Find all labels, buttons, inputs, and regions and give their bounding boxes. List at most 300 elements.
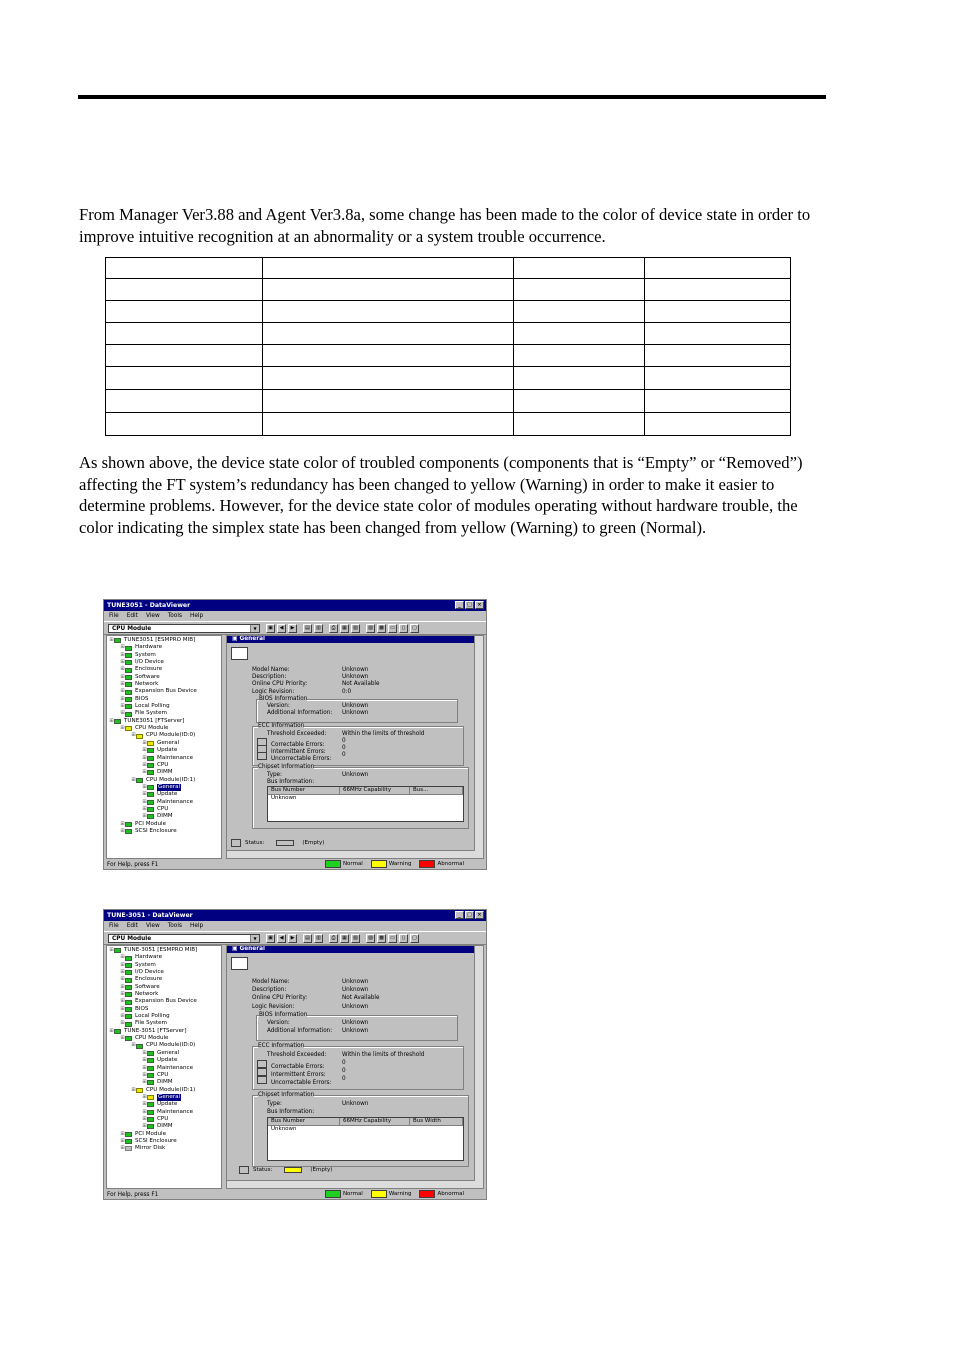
menu-item-tools[interactable]: Tools	[167, 613, 182, 619]
expand-icon[interactable]: ⊞	[120, 820, 125, 827]
status-row	[231, 839, 481, 847]
expand-icon[interactable]: ⊞	[142, 769, 147, 776]
state-legend	[325, 1190, 470, 1198]
device-state-icon	[125, 985, 132, 990]
tree-item[interactable]	[107, 962, 221, 969]
tree-item[interactable]	[107, 740, 221, 747]
expand-icon[interactable]: ⊞	[120, 1145, 125, 1152]
expand-icon[interactable]: ⊞	[120, 954, 125, 961]
state-table-cell	[514, 258, 645, 279]
expand-icon[interactable]: ⊞	[120, 1130, 125, 1137]
tree-item[interactable]	[107, 725, 221, 732]
tree-item[interactable]	[107, 674, 221, 681]
state-table-cell	[514, 279, 645, 301]
toolbar-button-icon[interactable]: ▨	[366, 934, 375, 943]
device-state-icon	[114, 1029, 121, 1034]
expand-icon[interactable]: ⊞	[120, 1005, 125, 1012]
field-value: 0:0	[342, 688, 352, 695]
toolbar-button-icon[interactable]: ⎙	[329, 934, 338, 943]
expand-icon[interactable]: ⊞	[142, 739, 147, 746]
tree-item-label: Update	[157, 747, 178, 754]
tree-item-label: Maintenance	[157, 798, 194, 805]
tree-item[interactable]	[107, 777, 221, 784]
device-state-icon	[125, 690, 132, 695]
menu-item-file[interactable]: File	[109, 613, 119, 619]
close-button[interactable]: ×	[475, 911, 484, 919]
bus-column-header[interactable]: Bus Number	[268, 1118, 340, 1125]
toolbar-button-icon[interactable]: ▣	[266, 934, 275, 943]
tree-item[interactable]	[107, 732, 221, 739]
tree-item[interactable]	[107, 1042, 221, 1049]
expand-icon[interactable]: ⊞	[131, 1042, 136, 1049]
toolbar-button-icon[interactable]: ▨	[366, 624, 375, 633]
menu-item-help[interactable]: Help	[189, 923, 204, 929]
device-state-icon	[125, 1146, 132, 1151]
toolbar-button-icon[interactable]: ▥	[314, 934, 323, 943]
window-controls	[455, 911, 484, 919]
tree-item[interactable]	[107, 747, 221, 754]
field-label: Threshold Exceeded:	[267, 1051, 327, 1058]
state-table-row	[106, 345, 791, 367]
expand-icon[interactable]: ⊞	[142, 1123, 147, 1130]
toolbar-button-icon[interactable]: ◀	[277, 934, 286, 943]
field-label: Additional Information:	[267, 710, 333, 717]
expand-icon[interactable]: ⊞	[142, 754, 147, 761]
tree-item[interactable]	[107, 791, 221, 798]
field-value: Not Available	[342, 681, 380, 688]
expand-icon[interactable]: ⊞	[120, 651, 125, 658]
toolbar-button-icon[interactable]: ▦	[340, 624, 349, 633]
expand-icon[interactable]: ⊞	[109, 637, 114, 643]
expand-icon[interactable]: ⊞	[120, 1020, 125, 1027]
field-label: Intermittent Errors:	[257, 745, 326, 755]
tree-item-label: Maintenance	[157, 1064, 194, 1071]
state-table-cell	[106, 367, 263, 390]
tree-item[interactable]	[107, 1087, 221, 1094]
menu-item-tools[interactable]: Tools	[167, 923, 182, 929]
tree-item[interactable]	[107, 1006, 221, 1013]
toolbar-button-icon[interactable]: ▶	[288, 624, 297, 633]
toolbar-button-icon[interactable]: ▩	[377, 624, 386, 633]
horizontal-scrollbar[interactable]	[227, 850, 475, 858]
expand-icon[interactable]: ⊞	[142, 791, 147, 798]
tree-item-label: CPU Module	[135, 1035, 169, 1042]
expand-icon[interactable]: ⊞	[131, 776, 136, 783]
field-value: 0	[342, 745, 346, 751]
field-value: Unknown	[342, 1020, 369, 1026]
expand-icon[interactable]: ⊞	[142, 805, 147, 812]
toolbar-button-icon[interactable]: ▭	[388, 934, 397, 943]
expand-icon[interactable]: ⊞	[142, 1064, 147, 1071]
tree-item-label: TUNE3051 [FTServer]	[124, 717, 185, 724]
device-state-icon	[125, 978, 132, 983]
state-table-cell	[645, 323, 791, 345]
state-color-table	[105, 257, 791, 436]
chipset-group-label: Chipset Information	[258, 1092, 315, 1099]
tree-item[interactable]	[107, 644, 221, 651]
tree-item[interactable]	[107, 998, 221, 1005]
tree-item[interactable]	[107, 984, 221, 991]
maximize-button[interactable]: □	[465, 911, 474, 919]
tree-item-label: CPU	[157, 761, 169, 768]
status-color-box	[276, 840, 294, 846]
field-value: Unknown	[342, 1100, 369, 1107]
detail-pane	[226, 945, 484, 1189]
state-table-cell	[263, 258, 514, 279]
expand-icon[interactable]: ⊞	[120, 695, 125, 702]
device-state-icon	[147, 748, 154, 753]
tree-item-label: System	[135, 651, 156, 658]
expand-icon[interactable]: ⊞	[120, 659, 125, 666]
state-table-cell	[106, 279, 263, 301]
device-state-icon	[125, 970, 132, 975]
menu-item-edit[interactable]: Edit	[126, 923, 138, 929]
tree-item[interactable]	[107, 1131, 221, 1138]
toolbar-button-icon[interactable]: ▶	[288, 934, 297, 943]
legend-label: Warning	[388, 1191, 412, 1197]
expand-icon[interactable]: ⊞	[120, 983, 125, 990]
tree-item[interactable]	[107, 1079, 221, 1086]
device-state-icon	[125, 1007, 132, 1012]
menu-item-view[interactable]: View	[145, 923, 160, 929]
tree-item-label: Software	[135, 673, 160, 680]
state-table-cell	[645, 279, 791, 301]
expand-icon[interactable]: ⊞	[120, 725, 125, 732]
tree-item[interactable]	[107, 991, 221, 998]
help-text: For Help, press F1	[107, 1192, 159, 1198]
toolbar-button-icon[interactable]: ▭	[388, 624, 397, 633]
bios-group-label: BIOS Information	[259, 695, 308, 702]
toolbar-button-icon[interactable]: ▩	[377, 934, 386, 943]
device-state-icon	[147, 1102, 154, 1107]
toolbar	[104, 621, 486, 635]
tree-item[interactable]	[107, 947, 221, 954]
bus-list-row[interactable]: Unknown	[271, 795, 297, 801]
toolbar-button-icon[interactable]: ▯	[399, 934, 408, 943]
tree-item[interactable]	[107, 813, 221, 820]
tree-item-label: Mirror Disk	[135, 1145, 166, 1152]
tree-item[interactable]	[107, 1057, 221, 1064]
expand-icon[interactable]: ⊞	[120, 673, 125, 680]
status-label: Status:	[253, 1167, 273, 1173]
state-table-cell	[263, 367, 514, 390]
field-label: Type:	[267, 771, 282, 778]
tree-item[interactable]	[107, 1094, 221, 1101]
device-state-icon	[125, 1022, 132, 1027]
minimize-button[interactable]: _	[455, 911, 464, 919]
tree-item[interactable]	[107, 718, 221, 725]
toolbar-button-icon[interactable]: ▤	[303, 624, 312, 633]
expand-icon[interactable]: ⊞	[120, 976, 125, 983]
module-combo[interactable]	[108, 624, 260, 633]
toolbar-button-icon[interactable]: ▤	[303, 934, 312, 943]
tree-item[interactable]	[107, 652, 221, 659]
toolbar-button-icon[interactable]: ⎙	[329, 624, 338, 633]
field-value: 0	[342, 1068, 346, 1074]
expand-icon[interactable]: ⊞	[120, 827, 125, 834]
menu-item-help[interactable]: Help	[189, 613, 204, 619]
tree-item-label: Update	[157, 1057, 178, 1064]
tree-item[interactable]	[107, 666, 221, 673]
expand-icon[interactable]: ⊞	[142, 1057, 147, 1064]
expand-icon[interactable]: ⊞	[131, 1086, 136, 1093]
device-state-icon	[125, 963, 132, 968]
field-label: Online CPU Priority:	[252, 681, 308, 688]
tree-item[interactable]	[107, 1020, 221, 1027]
tree-item-label: General	[157, 1049, 180, 1056]
tree-item[interactable]	[107, 1109, 221, 1116]
state-table-cell	[645, 258, 791, 279]
expand-icon[interactable]: ⊞	[142, 1049, 147, 1056]
state-table-cell	[514, 345, 645, 367]
menu-item-file[interactable]: File	[109, 923, 119, 929]
tree-item[interactable]	[107, 969, 221, 976]
title-bar	[104, 600, 486, 611]
tree-item-label: TUNE-3051 [ESMPRO MIB]	[124, 947, 198, 953]
expand-icon[interactable]: ⊞	[142, 783, 147, 790]
tree-item-label: General	[158, 1093, 181, 1100]
expand-icon[interactable]: ⊞	[120, 1137, 125, 1144]
error-counter-icon	[257, 752, 267, 760]
error-counter-icon	[257, 1068, 267, 1076]
tree-item[interactable]	[107, 1145, 221, 1152]
expand-icon[interactable]: ⊞	[142, 1093, 147, 1100]
device-state-icon	[147, 1080, 154, 1085]
module-combo[interactable]	[108, 934, 260, 943]
device-state-icon	[125, 992, 132, 997]
menu-item-edit[interactable]: Edit	[126, 613, 138, 619]
field-value: Unknown	[342, 987, 369, 994]
tree-item-label: TUNE3051 [ESMPRO MIB]	[124, 637, 196, 643]
state-table-row	[106, 413, 791, 436]
tree-item[interactable]	[107, 1013, 221, 1020]
expand-icon[interactable]: ⊞	[120, 998, 125, 1005]
device-state-icon	[147, 1051, 154, 1056]
state-table-cell	[106, 345, 263, 367]
field-value: 0	[342, 1076, 346, 1083]
tree-item[interactable]	[107, 762, 221, 769]
tree-item[interactable]	[107, 1116, 221, 1123]
device-state-icon	[125, 956, 132, 961]
device-state-icon	[125, 668, 132, 673]
field-label: Version:	[267, 1020, 290, 1026]
field-label: Logic Revision:	[252, 688, 295, 695]
tree-item[interactable]	[107, 659, 221, 666]
state-table-cell	[645, 390, 791, 413]
vertical-scrollbar[interactable]	[474, 946, 483, 1188]
tree-item-label: General	[158, 783, 181, 790]
bus-list[interactable]	[267, 1117, 464, 1161]
field-value: 0	[342, 737, 346, 744]
error-counter-icon	[257, 1076, 267, 1084]
tree-item[interactable]	[107, 1050, 221, 1057]
device-state-icon	[147, 792, 154, 797]
expand-icon[interactable]: ⊞	[142, 813, 147, 820]
chipset-group-label: Chipset Information	[258, 764, 315, 771]
state-table-cell	[263, 390, 514, 413]
tree-item[interactable]	[107, 696, 221, 703]
device-state-icon	[114, 948, 121, 953]
tree-item-label: PCI Module	[135, 1130, 167, 1137]
field-label: Type:	[267, 1100, 282, 1107]
general-icon	[231, 957, 248, 970]
legend-label: Abnormal	[437, 1191, 464, 1197]
bus-column-header[interactable]: Bus Number	[268, 787, 340, 794]
tree-item[interactable]	[107, 710, 221, 717]
toolbar-button-icon[interactable]: ▢	[410, 624, 419, 633]
tree-item-label: Local Polling	[135, 703, 170, 710]
pane-title: ▣ General	[227, 946, 483, 953]
toolbar-button-icon[interactable]: ▢	[410, 934, 419, 943]
intro-paragraph: From Manager Ver3.88 and Agent Ver3.8a, some change has been made to the color of device state in order to improve intuitive recognition at an abnormality or a system trouble occurrence.	[79, 205, 811, 246]
state-table-cell	[106, 323, 263, 345]
expand-icon[interactable]: ⊞	[120, 961, 125, 968]
expand-icon[interactable]: ⊞	[142, 1079, 147, 1086]
tree-item[interactable]	[107, 1101, 221, 1108]
tree-item[interactable]	[107, 784, 221, 791]
bus-column-header[interactable]: Bus...	[410, 787, 463, 794]
bus-column-header[interactable]: 66MHz Capability	[340, 1118, 410, 1125]
toolbar-button-icon[interactable]: ▧	[351, 934, 360, 943]
field-value: 0	[342, 1059, 346, 1066]
toolbar-button-icon[interactable]: ◀	[277, 624, 286, 633]
expand-icon[interactable]: ⊞	[120, 703, 125, 710]
tree-item[interactable]	[107, 637, 221, 644]
chevron-down-icon[interactable]: ▼	[250, 625, 259, 632]
tree-item[interactable]	[107, 703, 221, 710]
expand-icon[interactable]: ⊞	[120, 666, 125, 673]
tree-item[interactable]	[107, 1035, 221, 1042]
close-button[interactable]: ×	[475, 601, 484, 609]
toolbar-button-icon[interactable]: ▥	[314, 624, 323, 633]
state-legend	[325, 860, 470, 868]
field-value: Unknown	[342, 667, 369, 673]
field-value: Unknown	[342, 1028, 369, 1035]
tree-item[interactable]	[107, 1123, 221, 1130]
device-state-icon	[147, 756, 154, 761]
expand-icon[interactable]: ⊞	[142, 1108, 147, 1115]
legend-label: Warning	[388, 861, 412, 867]
tree-item-label: CPU	[157, 1115, 169, 1122]
expand-icon[interactable]: ⊞	[120, 644, 125, 651]
expand-icon[interactable]: ⊞	[120, 969, 125, 976]
field-label: Online CPU Priority:	[252, 995, 308, 1002]
tree-item-label: SCSI Enclosure	[135, 827, 177, 834]
bus-list[interactable]	[267, 786, 464, 822]
field-label: Correctable Errors:	[257, 1060, 324, 1070]
legend-label: Abnormal	[437, 861, 464, 867]
minimize-button[interactable]: _	[455, 601, 464, 609]
state-table-cell	[514, 323, 645, 345]
tree-view[interactable]	[106, 945, 222, 1189]
state-table-row	[106, 301, 791, 323]
expand-icon[interactable]: ⊞	[142, 747, 147, 754]
tree-item[interactable]	[107, 681, 221, 688]
horizontal-scrollbar[interactable]	[227, 1180, 475, 1188]
legend-swatch	[325, 860, 341, 868]
expand-icon[interactable]: ⊞	[142, 761, 147, 768]
tree-item-label: CPU	[157, 1071, 169, 1078]
expand-icon[interactable]: ⊞	[109, 1027, 114, 1034]
toolbar-button-icon[interactable]: ▦	[340, 934, 349, 943]
tree-item[interactable]	[107, 769, 221, 776]
tree-item[interactable]	[107, 1065, 221, 1072]
field-label: Model Name:	[252, 979, 290, 985]
bus-column-header[interactable]: Bus Width	[410, 1118, 463, 1125]
expand-icon[interactable]: ⊞	[109, 947, 114, 953]
window-title: TUNE-3051 - DataViewer	[107, 912, 193, 919]
device-state-icon	[147, 785, 154, 790]
tree-item[interactable]	[107, 828, 221, 835]
bus-list-row[interactable]: Unknown	[271, 1126, 297, 1132]
window-title: TUNE3051 - DataViewer	[107, 602, 191, 609]
explanation-paragraph: As shown above, the device state color of troubled components (components that is “Empty” or “Removed”) affecting the FT system’s redundancy has been changed to yellow (Warning) in order to make it easier to determine problems. However, for the device state color of modules operating without hardware trouble, the color indicating the simplex state has been changed from yellow (Warning) to green (Normal).	[79, 453, 803, 537]
toolbar-button-icon[interactable]: ▯	[399, 624, 408, 633]
state-table-cell	[514, 301, 645, 323]
expand-icon[interactable]: ⊞	[142, 1071, 147, 1078]
vertical-scrollbar[interactable]	[474, 636, 483, 858]
menu-item-view[interactable]: View	[145, 613, 160, 619]
expand-icon[interactable]: ⊞	[120, 710, 125, 717]
state-table-row	[106, 323, 791, 345]
tree-item[interactable]	[107, 976, 221, 983]
expand-icon[interactable]: ⊞	[120, 991, 125, 998]
status-row	[239, 1166, 481, 1174]
tree-item[interactable]	[107, 806, 221, 813]
title-bar	[104, 910, 486, 921]
toolbar-button-icon[interactable]: ▣	[266, 624, 275, 633]
maximize-button[interactable]: □	[465, 601, 474, 609]
toolbar-button-icon[interactable]: ▧	[351, 624, 360, 633]
tree-item-label: DIMM	[157, 813, 173, 820]
field-value: Unknown	[342, 674, 369, 681]
expand-icon[interactable]: ⊞	[120, 1013, 125, 1020]
tree-item[interactable]	[107, 1138, 221, 1145]
bus-column-header[interactable]: 66MHz Capability	[340, 787, 410, 794]
tree-item[interactable]	[107, 1072, 221, 1079]
tree-item[interactable]	[107, 954, 221, 961]
tree-item-label: CPU Module(ID:0)	[146, 1042, 196, 1049]
tree-item[interactable]	[107, 1028, 221, 1035]
state-table-cell	[106, 413, 263, 436]
tree-item[interactable]	[107, 821, 221, 828]
tree-view[interactable]	[106, 635, 222, 859]
status-icon	[239, 1166, 249, 1174]
state-table-row	[106, 258, 791, 279]
tree-item[interactable]	[107, 799, 221, 806]
expand-icon[interactable]: ⊞	[120, 688, 125, 695]
tree-item[interactable]	[107, 688, 221, 695]
tree-item-label: TUNE-3051 [FTServer]	[124, 1027, 187, 1034]
expand-icon[interactable]: ⊞	[120, 1035, 125, 1042]
bus-info-label: Bus Information:	[267, 1108, 315, 1115]
expand-icon[interactable]: ⊞	[120, 681, 125, 688]
device-state-icon	[125, 646, 132, 651]
state-table-cell	[645, 367, 791, 390]
toolbar	[104, 931, 486, 945]
device-state-icon	[125, 829, 132, 834]
ecc-group-label: ECC Information	[258, 1043, 305, 1050]
expand-icon[interactable]: ⊞	[131, 732, 136, 739]
tree-item[interactable]	[107, 755, 221, 762]
expand-icon[interactable]: ⊞	[142, 798, 147, 805]
header-rule	[78, 95, 826, 99]
tree-item-label: Network	[135, 681, 159, 688]
expand-icon[interactable]: ⊞	[142, 1115, 147, 1122]
chevron-down-icon[interactable]: ▼	[250, 935, 259, 942]
expand-icon[interactable]: ⊞	[109, 717, 114, 724]
expand-icon[interactable]: ⊞	[142, 1101, 147, 1108]
